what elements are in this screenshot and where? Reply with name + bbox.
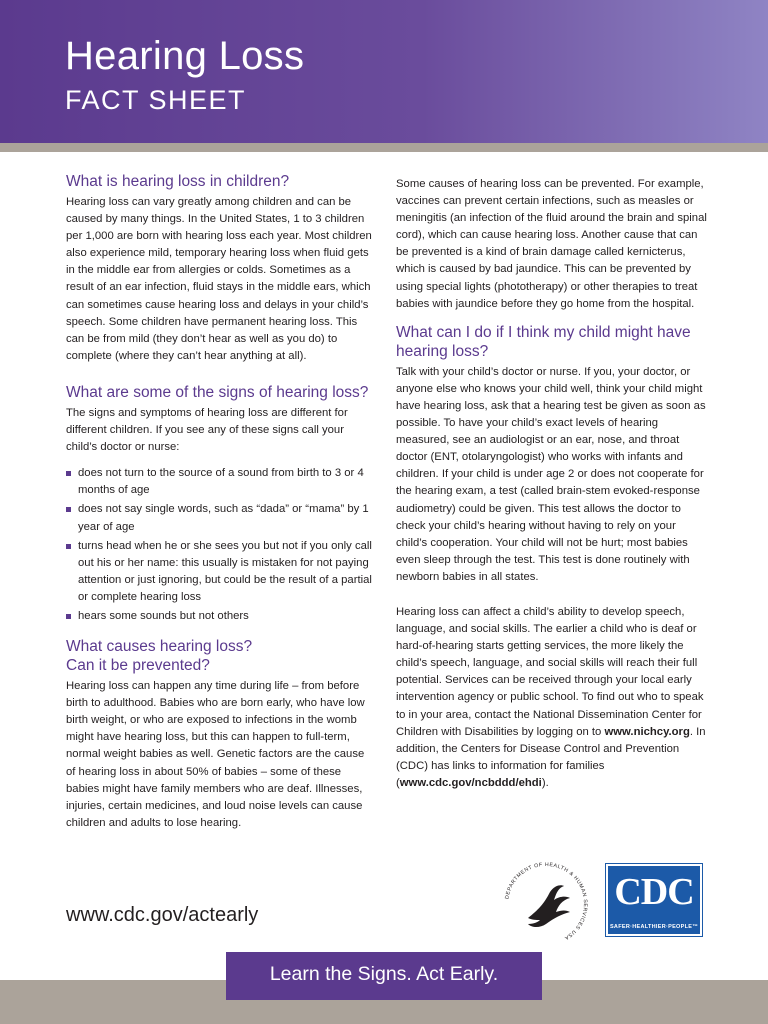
actearly-url[interactable]: www.cdc.gov/actearly	[66, 904, 259, 926]
section-body-causes: Hearing loss can happen any time during life – from before birth to adulthood. Babies who are born early, who have low birth weight, or who are exposed to infections in the womb might have hearing loss, but this can happen to full-term, normal weight babies as well. Genetic factors are the cause of hearing loss in about 50% of babies – some of these babies might have family members who are deaf. Illnesses, injuries, certain medicines, and loud noise levels can cause children and adults to lose hearing.	[66, 680, 365, 829]
list-item: does not turn to the source of a sound from birth to 3 or 4 months of age	[66, 465, 376, 499]
section-heading-signs: What are some of the signs of hearing loss?	[66, 383, 369, 401]
section-heading-what-is: What is hearing loss in children?	[66, 173, 290, 190]
nichcy-link[interactable]: www.nichcy.org	[604, 725, 690, 738]
header-banner	[0, 0, 768, 143]
cdc-ehdi-link[interactable]: www.cdc.gov/ncbddd/ehdi	[399, 776, 542, 789]
header-divider-band	[0, 143, 768, 152]
page-title: Hearing Loss	[65, 34, 305, 78]
section-body-services: Hearing loss can affect a child’s ability to develop speech, language, and social skills. The earlier a child who is deaf or hard-of-hearing starts getting services, the more likely the child’s speech, language, and social skills will reach their full potential. Services can be received through your local early intervention agency or public school. To find out who to speak to in your area, contact the National Dissemination Center for Children with Disabilities by logging on to www.nichcy.org. In addition, the Centers for Disease Control and Prevention (CDC) has links to information for families (www.cdc.gov/ncbddd/ehdi).	[396, 605, 706, 789]
section-heading-causes	[66, 637, 376, 675]
footer-tagline-box	[226, 952, 542, 1000]
list-item: hears some sounds but not others	[66, 608, 376, 625]
footer-tagline: Learn the Signs. Act Early.	[269, 963, 499, 985]
signs-list	[66, 465, 376, 625]
right-column	[396, 176, 708, 792]
section-heading-causes-line1: What causes hearing loss?	[66, 638, 253, 656]
hhs-seal-text: DEPARTMENT OF HEALTH & HUMAN SERVICES USA	[504, 861, 589, 941]
section-heading-causes-line2: Can it be prevented?	[66, 657, 210, 675]
cdc-tagline: SAFER·HEALTHIER·PEOPLE™	[609, 924, 699, 930]
cdc-logo	[606, 864, 702, 936]
page-subtitle: FACT SHEET	[65, 85, 247, 115]
section-heading-what-can-i-do: What can I do if I think my child might have hearing loss?	[396, 323, 691, 360]
section-body-prevention: Some causes of hearing loss can be prevented. For example, vaccines can prevent certain infections, such as measles or meningitis (an infection of the fluid around the brain and spinal cord), which can cause hearing loss. Another cause that can be prevented is a kind of brain damage called kernicterus, which is caused by bad jaundice. This can be prevented by using special lights (phototherapy) or other therapies to treat babies with jaundice before they go home from the hospital.	[396, 178, 707, 310]
section-body-signs: The signs and symptoms of hearing loss are different for different children. If you see any of these signs call your child’s doctor or nurse:	[66, 406, 348, 454]
cdc-logo-text: CDC	[614, 871, 694, 913]
section-body-what-can-i-do: Talk with your child’s doctor or nurse. If you, your doctor, or anyone else who knows your child well, think your child might have hearing loss, ask that a hearing test be given as soon as possible. To have your child’s exact levels of hearing measured, see an audiologist or an ear, nose, and throat doctor (ENT, otolaryngologist) who works with infants and children. If your child is under age 2 or does not cooperate for the hearing exam, a test (called brain-stem evoked-response audiometry) could be given. This test allows the doctor to check your child’s hearing without having to rely on your child’s cooperation. Your child will not be hurt; most babies even sleep through the test. This test is done routinely with newborn babies in all states.	[396, 365, 706, 583]
left-column	[66, 172, 376, 832]
list-item: does not say single words, such as “dada” or “mama” by 1 year of age	[66, 501, 376, 535]
section-body-what-is: Hearing loss can vary greatly among children and can be caused by many things. In the United States, 1 to 3 children per 1,000 are born with hearing loss each year. Most children also experience mild, temporary hearing loss when fluid gets in the middle ear from allergies or colds. Sometimes as a result of an ear infection, fluid stays in the middle ears, which can sometimes cause hearing loss and delays in your child’s speech. Some children have permanent hearing loss. This can be from mild (they don’t hear as well as you do) to complete (where they can’t hear anything at all).	[66, 196, 372, 362]
list-item: turns head when he or she sees you but not if you only call out his or her name: this usually is mistaken for not paying attention or just ignoring, but could be the result of a partial or complete hearing loss	[66, 538, 376, 606]
hhs-seal-icon	[500, 858, 592, 950]
